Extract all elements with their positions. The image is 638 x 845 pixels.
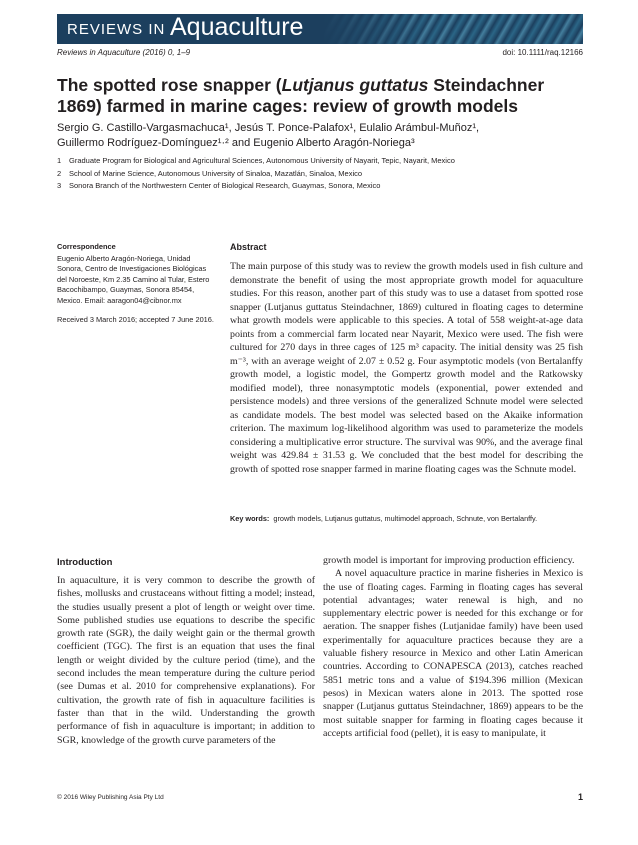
authors-line: Sergio G. Castillo-Vargasmachuca¹, Jesús T. Ponce-Palafox¹, Eulalio Arámbul-Muñoz¹, [57, 122, 480, 134]
affiliation-item: 3 Sonora Branch of the Northwestern Center of Biological Research, Guaymas, Sonora, Mexico [57, 181, 381, 190]
article-title: The spotted rose snapper (Lutjanus guttatus Steindachner 1869) farmed in marine cages: review of growth models [57, 75, 545, 116]
affiliation-item: 1 Graduate Program for Biological and Agricultural Sciences, Autonomous University of Nayarit, Tepic, Nayarit, Mexico [57, 156, 455, 165]
correspondence-text: Eugenio Alberto Aragón-Noriega, Unidad Sonora, Centro de Investigaciones Biológicas del Noroeste, Km 2.35 Camino al Tular, Estero Bacochibampo, Guaymas, Sonora 85454, Mexico. Email: aaragon04@cibnor.mx [57, 253, 210, 305]
journal-banner [57, 14, 583, 44]
introduction-heading: Introduction [57, 557, 113, 568]
affiliation-item: 2 School of Marine Science, Autonomous University of Sinaloa, Mazatlán, Sinaloa, Mexico [57, 168, 363, 178]
affiliations [57, 155, 587, 193]
correspondence-box [57, 242, 217, 326]
received-dates: Received 3 March 2016; accepted 7 June 2016. [57, 315, 214, 324]
keywords: Key words: growth models, Lutjanus guttatus, multimodel approach, Schnute, von Bertalanffy. [230, 514, 538, 523]
copyright-notice: © 2016 Wiley Publishing Asia Pty Ltd [57, 794, 164, 801]
abstract-body: The main purpose of this study was to review the growth models used in fish culture and demonstrate the benefit of using the most appropriate growth model for aquaculture studies. For this reason, another part of this study was to use a dataset from spotted rose snapper (Lutjanus guttatus Steindachner, 1869) cultured in floating cages to determine what growth models were applicable to this species. A total of 558 weight-at-age data points from a commercial farm located near Nayarit, Mexico were used. The fish were cultured for 270 days in three cages of 125 m³ capacity. The initial density was 25 fish m⁻³, with an average weight of 2.07 ± 0.52 g. Four asymptotic models (von Bertalanffy growth model, a logistic model, the Gompertz growth model and the Ratkowsky modified model), three nonasymptotic models (exponential, power extended and persistence models) and three versions of the generalized Schnute model were selected as candidate models. The best model was selected based on the Akaike information criterion. The maximum log-likelihood algorithm was used to parameterize the models considering a multiplicative error structure. The survival was 90%, and the average final weight was 429.84 ± 31.53 g. We concluded that the best model for describing the growth of spotted rose snapper farmed in marine floating cages was the Schnute model. [230, 261, 583, 475]
author-list [57, 121, 587, 151]
intro-column-right: growth model is important for improving production efficiency. A novel aquaculture practice in marine fisheries in Mexico is the use of floating cages. Farming in floating cages has several potential advantages; water renewal is high, and no supplementary electric power is needed for this exchange or for aeration. The snapper fishes (Lutjanidae family) have been used experimentally for aquaculture practices because they are a valuable fishery resource in Mexico and other Latin American countries. According to CONAPESCA (2013), catches reached 5851 metric tons and a value of $194.396 million (Mexican pesos) in Mexican waters alone in 2013. The spotted rose snapper (Lutjanus guttatus Steindachner, 1869) appears to be the most suitable snapper for farming in floating cages because it accepts artificial food (pellet), it is easy to manipulate, it [323, 555, 583, 739]
page-number: 1 [577, 792, 583, 802]
banner-journal-name: Aquaculture [170, 14, 304, 41]
journal-citation: Reviews in Aquaculture (2016) 0, 1–9 [57, 48, 191, 57]
abstract-heading: Abstract [230, 242, 267, 252]
doi-link[interactable]: doi: 10.1111/raq.12166 [502, 48, 583, 57]
title-species: Lutjanus guttatus [281, 75, 429, 95]
intro-column-left: In aquaculture, it is very common to describe the growth of fishes, mollusks and crustaceans without fitting a model; instead, the studies usually present a plot of length or weight over time. Some published studies use equations to describe the specific growth rate (SGR), the daily weight gain or the thermal growth coefficient (TGC). The first is an equation that uses the final length or weight divided by the culture period (time), and the second includes the mean temperature during the culture period (see Dumas et al. 2010 for comprehensive explanations). For cultivation, the growth rate of fish in aquaculture facilities is faster than that in the wild. Understanding the growth performance of fish in aquaculture is important; in addition to SGR, knowledge of the growth curve parameters of the [57, 575, 315, 746]
correspondence-heading: Correspondence [57, 242, 116, 251]
authors-line: Guillermo Rodríguez-Domínguez¹·² and Eugenio Alberto Aragón-Noriega³ [57, 137, 415, 149]
banner-series: REVIEWS IN [67, 21, 166, 38]
